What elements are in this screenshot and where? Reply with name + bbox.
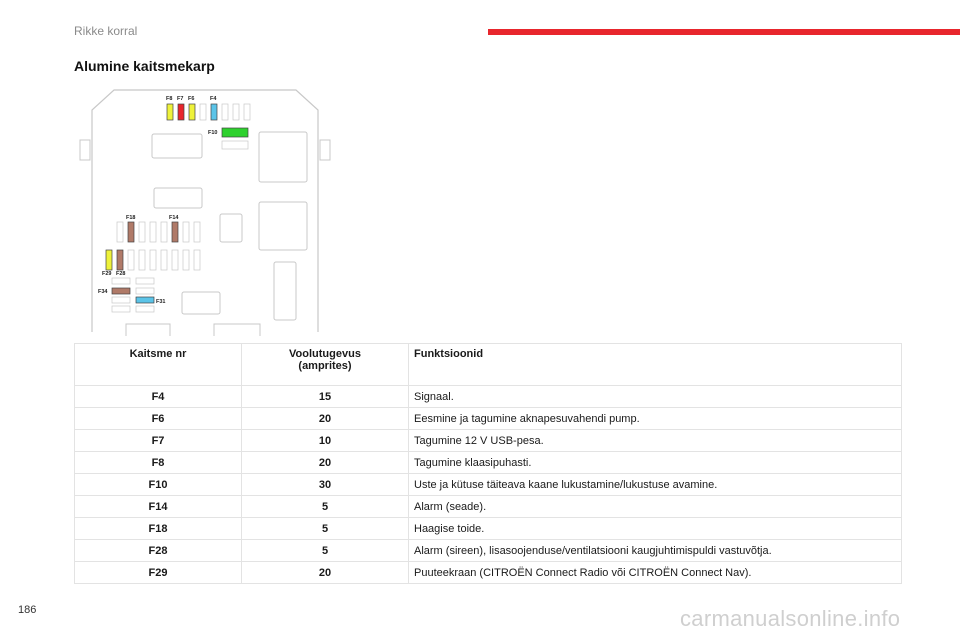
fuse-amps: 20 <box>242 452 409 474</box>
section-title: Alumine kaitsmekarp <box>74 58 215 74</box>
fuse-function: Tagumine klaasipuhasti. <box>409 452 902 474</box>
fuse-number: F7 <box>75 430 242 452</box>
label-f29: F29 <box>102 271 112 277</box>
fuse-number: F14 <box>75 496 242 518</box>
header-amperage <box>242 344 409 386</box>
fuse-amps: 20 <box>242 408 409 430</box>
label-f18: F18 <box>126 215 136 221</box>
page-number: 186 <box>18 604 37 616</box>
fuse-number: F18 <box>75 518 242 540</box>
table-row <box>75 540 902 562</box>
table-row <box>75 386 902 408</box>
header-accent-bar <box>488 29 960 35</box>
fuse-function: Alarm (sireen), lisasoojenduse/ventilatsiooni kaugjuhtimispuldi vastuvõtja. <box>409 540 902 562</box>
header-fuse-number: Kaitsme nr <box>75 344 242 386</box>
fuse-function: Signaal. <box>409 386 902 408</box>
fuse-number: F6 <box>75 408 242 430</box>
table-row <box>75 518 902 540</box>
fuse-function: Eesmine ja tagumine aknapesuvahendi pump. <box>409 408 902 430</box>
table-header-row <box>75 344 902 386</box>
fuse-function: Alarm (seade). <box>409 496 902 518</box>
header-amperage-line2: (amprites) <box>298 360 352 372</box>
fuse-amps: 20 <box>242 562 409 584</box>
fuse-function: Haagise toide. <box>409 518 902 540</box>
fuse-number: F28 <box>75 540 242 562</box>
label-f14: F14 <box>169 215 179 221</box>
fuse-box-diagram <box>74 84 342 336</box>
fuse-number: F10 <box>75 474 242 496</box>
table-row <box>75 562 902 584</box>
table-row <box>75 496 902 518</box>
fuse-amps: 30 <box>242 474 409 496</box>
label-f31: F31 <box>156 299 166 305</box>
fuse-number: F8 <box>75 452 242 474</box>
table-row <box>75 408 902 430</box>
fuse-function: Tagumine 12 V USB-pesa. <box>409 430 902 452</box>
label-f28: F28 <box>116 271 126 277</box>
watermark: carmanualsonline.info <box>680 606 901 631</box>
fuse-number: F29 <box>75 562 242 584</box>
fuse-function: Uste ja kütuse täiteava kaane lukustamine/lukustuse avamine. <box>409 474 902 496</box>
label-f7: F7 <box>177 96 184 102</box>
fuse-amps: 5 <box>242 496 409 518</box>
label-f8: F8 <box>166 96 173 102</box>
fuse-amps: 5 <box>242 540 409 562</box>
fuse-amps: 5 <box>242 518 409 540</box>
header-amperage-line1: Voolutugevus <box>289 348 361 360</box>
fuse-number: F4 <box>75 386 242 408</box>
table-row <box>75 430 902 452</box>
header-functions: Funktsioonid <box>409 344 902 386</box>
fuse-amps: 15 <box>242 386 409 408</box>
fuse-amps: 10 <box>242 430 409 452</box>
fuse-table <box>74 343 902 584</box>
running-header: Rikke korral <box>74 24 138 38</box>
label-f34: F34 <box>98 289 108 295</box>
label-f4: F4 <box>210 96 217 102</box>
table-row <box>75 452 902 474</box>
fuse-function: Puuteekraan (CITROËN Connect Radio või CITROËN Connect Nav). <box>409 562 902 584</box>
label-f10: F10 <box>208 130 218 136</box>
label-f6: F6 <box>188 96 195 102</box>
table-row <box>75 474 902 496</box>
